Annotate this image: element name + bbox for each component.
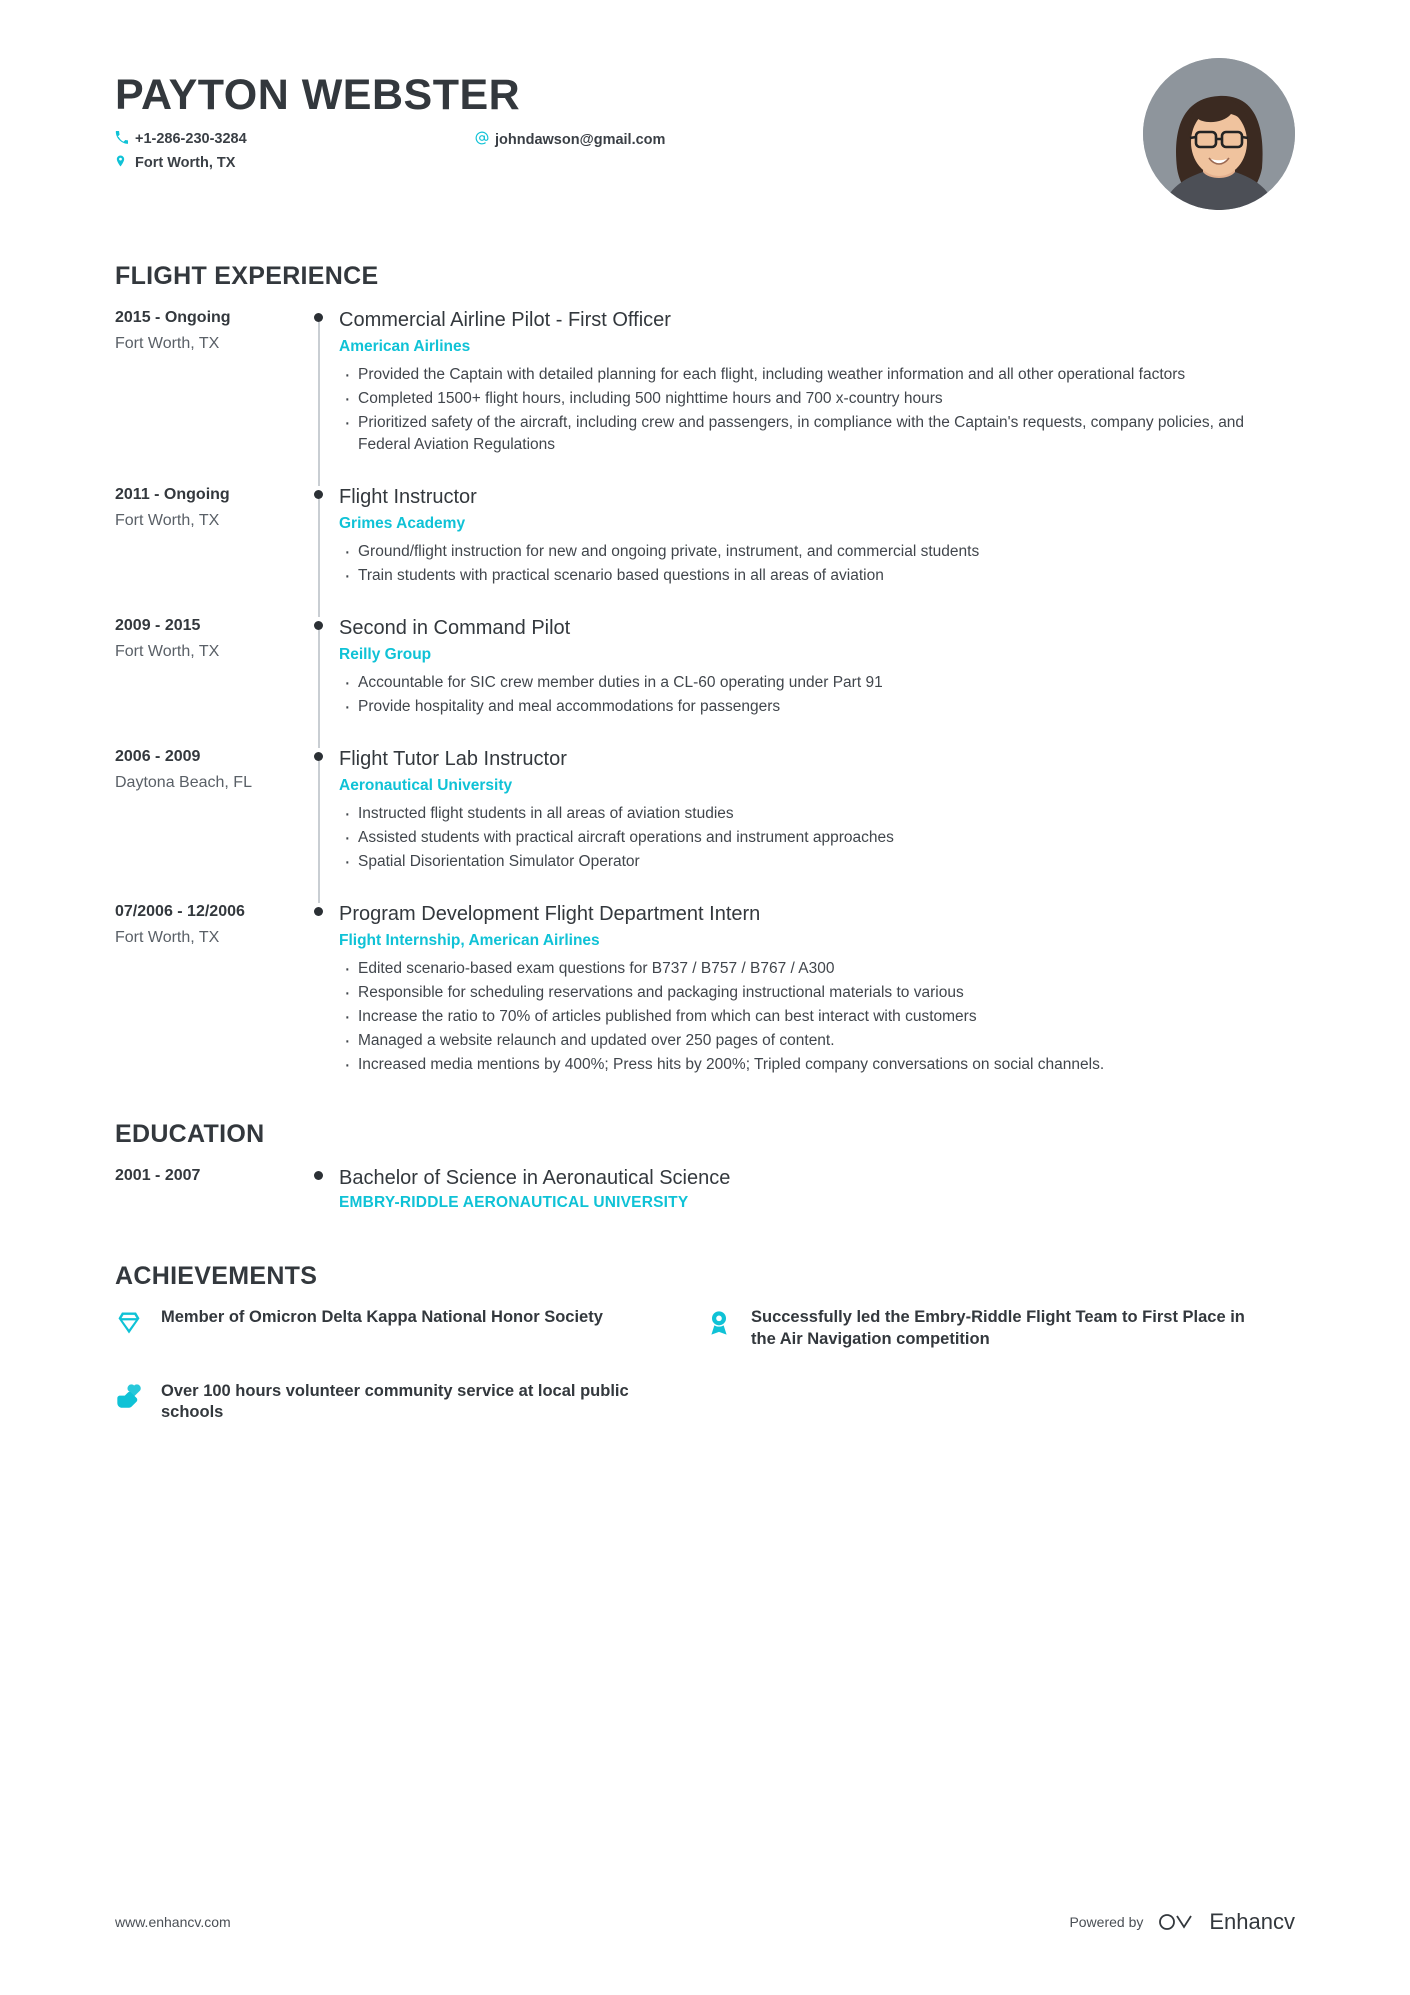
experience-meta bbox=[115, 307, 305, 458]
contact-column-right bbox=[475, 131, 665, 155]
experience-company: Grimes Academy bbox=[339, 515, 466, 532]
timeline-dot bbox=[314, 490, 323, 499]
contact-phone[interactable] bbox=[115, 131, 475, 147]
map-pin-icon bbox=[115, 154, 135, 171]
section-title-education: EDUCATION bbox=[115, 1120, 265, 1148]
timeline-line bbox=[318, 761, 320, 903]
experience-company: Aeronautical University bbox=[339, 777, 513, 794]
experience-bullet: · Edited scenario-based exam questions for B737 / B757 / B767 / A300 bbox=[339, 958, 1295, 980]
section-title-experience: FLIGHT EXPERIENCE bbox=[115, 262, 379, 290]
experience-title: Flight Tutor Lab Instructor bbox=[339, 748, 567, 770]
experience-body bbox=[339, 484, 1295, 589]
timeline-dot bbox=[314, 752, 323, 761]
experience-company: American Airlines bbox=[339, 338, 471, 355]
timeline-line bbox=[318, 630, 320, 748]
achievement-text: Member of Omicron Delta Kappa National Honor Society bbox=[161, 1308, 603, 1326]
experience-title: Program Development Flight Department Intern bbox=[339, 903, 761, 925]
education-item bbox=[115, 1165, 1295, 1220]
experience-location: Daytona Beach, FL bbox=[115, 774, 252, 792]
education-body bbox=[339, 1165, 1295, 1220]
education-degree: Bachelor of Science in Aeronautical Science bbox=[339, 1167, 731, 1189]
experience-list bbox=[115, 307, 1295, 1078]
experience-bullet: · Responsible for scheduling reservations and packaging instructional materials to various bbox=[339, 982, 1295, 1004]
experience-bullet: · Assisted students with practical aircraft operations and instrument approaches bbox=[339, 827, 1295, 849]
experience-bullets bbox=[339, 958, 1295, 1076]
experience-item bbox=[115, 901, 1295, 1078]
timeline-rail bbox=[305, 746, 339, 875]
achievement-text: Over 100 hours volunteer community service at local public schools bbox=[161, 1381, 629, 1422]
hand-heart-icon bbox=[115, 1381, 161, 1416]
contact-details bbox=[115, 131, 1295, 178]
timeline-rail bbox=[305, 484, 339, 589]
education-period: 2001 - 2007 bbox=[115, 1167, 201, 1184]
timeline-dot bbox=[314, 1171, 323, 1180]
achievement-item bbox=[115, 1307, 705, 1351]
experience-meta bbox=[115, 901, 305, 1078]
experience-location: Fort Worth, TX bbox=[115, 643, 220, 661]
timeline-rail bbox=[305, 615, 339, 720]
achievement-item bbox=[115, 1381, 705, 1425]
experience-item bbox=[115, 307, 1295, 458]
timeline-dot bbox=[314, 313, 323, 322]
section-education bbox=[115, 1120, 1295, 1220]
experience-title: Commercial Airline Pilot - First Officer bbox=[339, 309, 671, 331]
experience-period: 2011 - Ongoing bbox=[115, 486, 230, 503]
achievement-text: Successfully led the Embry-Riddle Flight Team to First Place in the Air Navigation competition bbox=[751, 1308, 1245, 1348]
experience-location: Fort Worth, TX bbox=[115, 512, 220, 530]
brand-name: Enhancv bbox=[1209, 1909, 1295, 1934]
location-value: Fort Worth, TX bbox=[135, 154, 236, 171]
timeline-rail bbox=[305, 307, 339, 458]
experience-item bbox=[115, 746, 1295, 875]
experience-bullet: · Increase the ratio to 70% of articles published from which can best interact with customers bbox=[339, 1006, 1295, 1028]
experience-bullet: · Provide hospitality and meal accommodations for passengers bbox=[339, 696, 1295, 718]
experience-bullet: · Provided the Captain with detailed planning for each flight, including weather information and all other operational factors bbox=[339, 364, 1295, 386]
diamond-icon bbox=[115, 1307, 161, 1342]
phone-value: +1-286-230-3284 bbox=[135, 131, 247, 148]
experience-meta bbox=[115, 615, 305, 720]
page-footer bbox=[115, 1909, 1295, 1935]
resume-header bbox=[115, 0, 1295, 220]
experience-bullets bbox=[339, 672, 1295, 718]
enhancv-logo bbox=[1157, 1909, 1295, 1935]
timeline-line bbox=[318, 499, 320, 617]
achievement-item bbox=[705, 1307, 1295, 1351]
experience-bullet: · Train students with practical scenario based questions in all areas of aviation bbox=[339, 565, 1295, 587]
footer-branding bbox=[1069, 1909, 1295, 1935]
at-sign-icon bbox=[475, 131, 495, 148]
education-school: EMBRY-RIDDLE AERONAUTICAL UNIVERSITY bbox=[339, 1194, 689, 1211]
section-flight-experience bbox=[115, 262, 1295, 1078]
contact-column-left bbox=[115, 131, 475, 178]
experience-bullet: · Prioritized safety of the aircraft, including crew and passengers, in compliance with the Captain's requests, company policies, and Federal Aviation Regulations bbox=[339, 412, 1295, 456]
experience-period: 2006 - 2009 bbox=[115, 748, 201, 765]
experience-item bbox=[115, 615, 1295, 720]
achievements-list bbox=[115, 1307, 1295, 1454]
page-title: PAYTON WEBSTER bbox=[115, 71, 521, 119]
experience-period: 07/2006 - 12/2006 bbox=[115, 903, 245, 920]
experience-bullets bbox=[339, 541, 1295, 587]
timeline-dot bbox=[314, 621, 323, 630]
experience-bullet: · Managed a website relaunch and updated over 250 pages of content. bbox=[339, 1030, 1295, 1052]
experience-bullet: · Accountable for SIC crew member duties in a CL-60 operating under Part 91 bbox=[339, 672, 1295, 694]
timeline-dot bbox=[314, 907, 323, 916]
experience-meta bbox=[115, 484, 305, 589]
experience-bullet: · Increased media mentions by 400%; Press hits by 200%; Tripled company conversations on social channels. bbox=[339, 1054, 1295, 1076]
experience-period: 2009 - 2015 bbox=[115, 617, 201, 634]
education-list bbox=[115, 1165, 1295, 1220]
education-meta bbox=[115, 1165, 305, 1220]
award-ribbon-icon bbox=[705, 1307, 751, 1342]
experience-title: Flight Instructor bbox=[339, 486, 477, 508]
experience-body bbox=[339, 746, 1295, 875]
timeline-line bbox=[318, 322, 320, 486]
section-title-achievements: ACHIEVEMENTS bbox=[115, 1262, 318, 1290]
experience-body bbox=[339, 615, 1295, 720]
experience-bullet: · Completed 1500+ flight hours, including 500 nighttime hours and 700 x-country hours bbox=[339, 388, 1295, 410]
experience-bullet: · Instructed flight students in all areas of aviation studies bbox=[339, 803, 1295, 825]
experience-bullet: · Ground/flight instruction for new and ongoing private, instrument, and commercial students bbox=[339, 541, 1295, 563]
footer-url[interactable]: www.enhancv.com bbox=[115, 1914, 231, 1930]
powered-by-label: Powered by bbox=[1069, 1914, 1144, 1930]
experience-bullets bbox=[339, 803, 1295, 873]
section-achievements bbox=[115, 1262, 1295, 1454]
experience-body bbox=[339, 307, 1295, 458]
experience-title: Second in Command Pilot bbox=[339, 617, 571, 639]
experience-meta bbox=[115, 746, 305, 875]
experience-body bbox=[339, 901, 1295, 1078]
experience-company: Reilly Group bbox=[339, 646, 432, 663]
experience-company: Flight Internship, American Airlines bbox=[339, 932, 600, 949]
contact-email[interactable] bbox=[475, 131, 665, 148]
experience-location: Fort Worth, TX bbox=[115, 929, 220, 947]
phone-icon bbox=[115, 131, 135, 147]
experience-period: 2015 - Ongoing bbox=[115, 309, 231, 326]
experience-item bbox=[115, 484, 1295, 589]
experience-bullet: · Spatial Disorientation Simulator Operator bbox=[339, 851, 1295, 873]
experience-bullets bbox=[339, 364, 1295, 456]
avatar bbox=[1143, 58, 1295, 210]
contact-location bbox=[115, 154, 475, 171]
email-value: johndawson@gmail.com bbox=[495, 131, 666, 148]
timeline-rail bbox=[305, 901, 339, 1078]
timeline-rail bbox=[305, 1165, 339, 1220]
experience-location: Fort Worth, TX bbox=[115, 335, 220, 353]
